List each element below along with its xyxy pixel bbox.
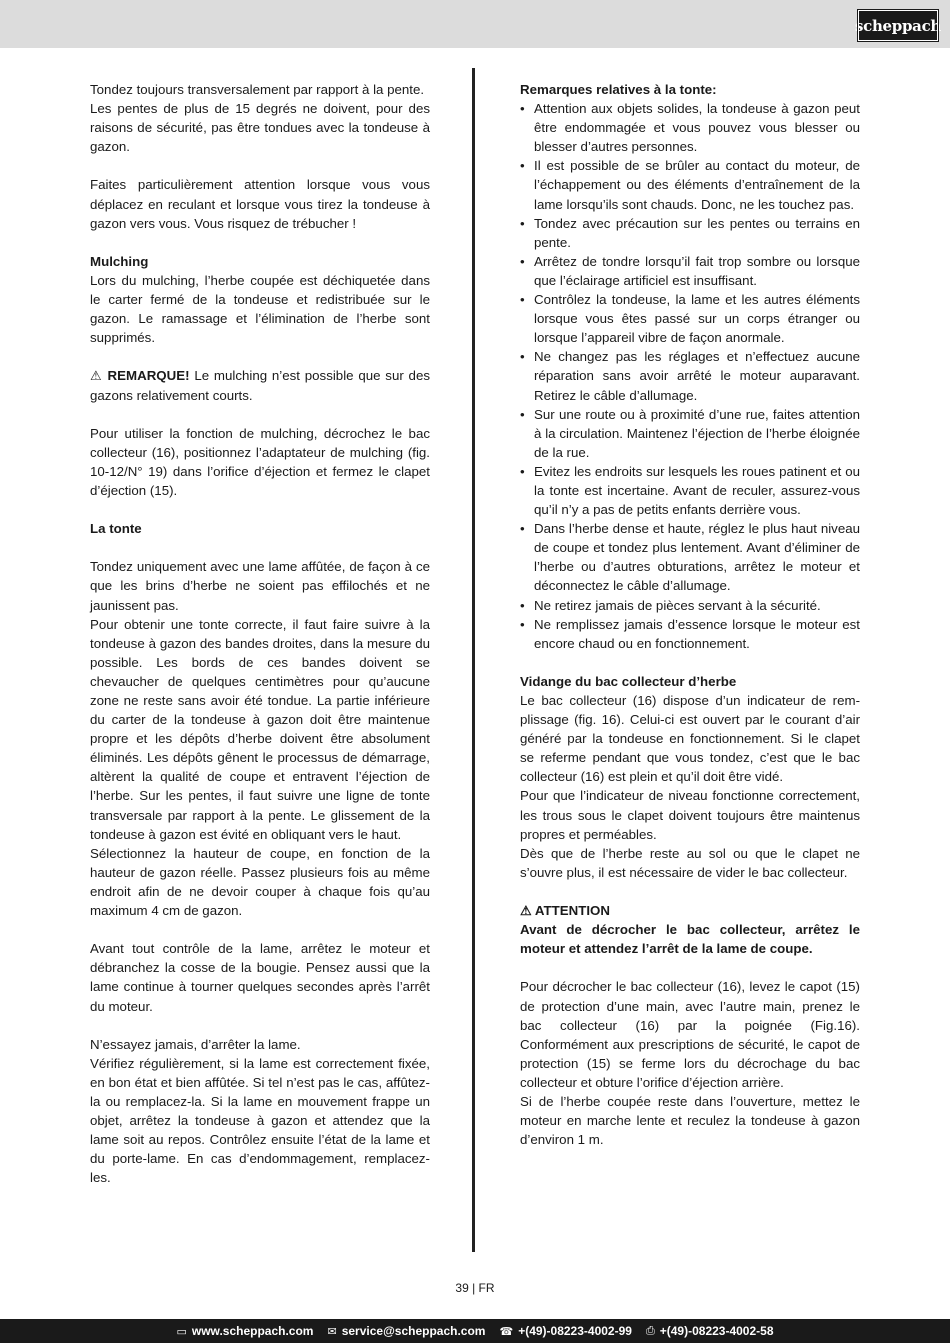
paragraph: Pour décrocher le bac collecteur (16), levez le capot (15) de protection d’une main, avec l’autre main, prenez le bac collecteur (16) par la poignée (Fig.16). Conformément aux prescriptions de sécurité, le capot de protection (15) se ferme lors du décrochage du bac collecteur et obture l’orifice d’éjection arrière. [520, 979, 860, 1090]
list-item: • Ne changez pas les réglages et n’effectuez aucune réparation sans avoir arrêté le moteur auparavant. Retirez le câble d’allumage. [520, 347, 860, 404]
email-link[interactable]: service@scheppach.com [341, 1324, 486, 1338]
section-heading-tonte: La tonte [90, 521, 142, 537]
footer-fax [646, 1324, 774, 1338]
paragraph: Sélectionnez la hauteur de coupe, en fonction de la hauteur de gazon réelle. Passez plusieurs fois au même endroit afin de ne devoir couper à chaque fois qu’au maximum 4 cm de gazon. [90, 845, 430, 919]
paragraph: Avant tout contrôle de la lame, arrêtez le moteur et débranchez la cosse de la bougie. Pensez aussi que la lame continue à tourner quelques secondes après l’arrêt du moteur. [90, 941, 430, 1014]
header-bar [0, 0, 950, 48]
warning-triangle-icon: ⚠ [90, 368, 103, 384]
list-item: • Ne retirez jamais de pièces servant à la sécurité. [520, 596, 860, 615]
paragraph: Dès que de l’herbe reste au sol ou que le clapet ne s’ouvre plus, il est nécessaire de vider le bac collecteur. [520, 845, 860, 880]
paragraph: Pour obtenir une tonte correcte, il faut faire suivre à la tondeuse à gazon des bandes droites, dans la mesure du possible. Les bords de ces bandes doivent se chevaucher de quelques centimètres pour qu’aucune zone ne reste sans avoir été tondue. La partie inférieure du carter de la tondeuse à gazon doit être maintenue propre et les dépôts d’herbe doivent être absolument éliminés. Les dépôts gênent le processus de démarrage, altèrent la qualité de coupe et entravent l’éjection de l’herbe. Sur les pentes, il faut suivre une ligne de tonte transversale par rapport à la pente. Le glissement de la tondeuse à gazon est évité en obliquant vers le haut. [90, 616, 430, 842]
right-column [520, 80, 860, 1149]
paragraph: Vérifiez régulièrement, si la lame est correctement fixée, en bon état et bien affûtée. Si tel n’est pas le cas, affûtez-la ou remplacez-la. Si la lame en mouvement frappe un objet, arrêtez la tondeuse à gazon et attendez que la lame soit au repos. Contrôlez ensuite l’état de la lame et du porte-lame. En cas d’endommagement, remplacez-les. [90, 1055, 430, 1186]
paragraph: Les pentes de plus de 15 degrés ne doivent, pour des raisons de sécurité, pas être tondues avec la tondeuse à gazon. [90, 101, 430, 155]
section-heading-vidange: Vidange du bac collecteur d’herbe [520, 673, 737, 689]
list-item: • Evitez les endroits sur lesquels les roues patinent et ou la tonte est incertaine. Avant de reculer, assurez-vous qu’il n’y a pas de petits enfants derrière vous. [520, 462, 860, 519]
phone-icon: ☎ [499, 1325, 514, 1338]
paragraph: Tondez toujours transversalement par rapport à la pente. [90, 82, 425, 97]
page-number: 39 | FR [455, 1281, 495, 1295]
paragraph: Lors du mulching, l’herbe coupée est déchiquetée dans le carter fermé de la tondeuse et redistribuée sur le gazon. Le ramassage et l’élimination de l’herbe sont supprimés. [90, 272, 430, 346]
mail-icon: ✉ [327, 1325, 337, 1338]
footer-website[interactable] [176, 1324, 313, 1338]
note-text: Le mulching n’est possible que sur des gazons relativement courts. [90, 368, 430, 403]
paragraph: Pour que l’indicateur de niveau fonctionne correctement, les trous sous le clapet doivent toujours être maintenus propres et perméables. [520, 788, 860, 842]
footer-phone [499, 1324, 631, 1338]
computer-icon: ▭ [176, 1325, 187, 1338]
paragraph: Si de l’herbe coupée reste dans l’ouverture, mettez le moteur en marche lente et reculez la tondeuse à gazon d’environ 1 m. [520, 1093, 860, 1148]
paragraph: Tondez uniquement avec une lame affûtée, de façon à ce que les brins d’herbe ne soient pas effilochés et ne jaunissent pas. [90, 559, 430, 613]
column-divider [472, 68, 475, 1252]
list-item: • Tondez avec précaution sur les pentes ou terrains en pente. [520, 214, 860, 252]
attention-text: Avant de décrocher le bac collecteur, arrêtez le moteur et attendez l’arrêt de la lame de coupe. [520, 922, 860, 957]
phone-number: +(49)-08223-4002-99 [518, 1324, 632, 1338]
list-item: • Contrôlez la tondeuse, la lame et les autres éléments lorsque vous êtes passé sur un corps étranger ou lorsque l’appareil vibre de façon anormale. [520, 290, 860, 347]
list-item: • Arrêtez de tondre lorsqu’il fait trop sombre ou lorsque que l’éclairage artificiel est insuffisant. [520, 252, 860, 290]
website-link[interactable]: www.scheppach.com [191, 1324, 314, 1338]
list-item: • Il est possible de se brûler au contact du moteur, de l’échappement ou des éléments d’entraînement de la lame lorsqu’ils sont chauds. Donc, ne les touchez pas. [520, 156, 860, 213]
attention-heading [520, 901, 860, 920]
list-item: • Ne remplissez jamais d’essence lorsque le moteur est encore chaud ou en fonctionnement. [520, 615, 860, 653]
section-heading-remarques: Remarques relatives à la tonte: [520, 82, 717, 97]
list-item: • Sur une route ou à proximité d’une rue, faites attention à la circulation. Maintenez l’éjection de l’herbe éloignée de la rue. [520, 405, 860, 462]
remarks-list [520, 99, 860, 653]
note-paragraph [90, 366, 430, 404]
note-label: REMARQUE! [107, 368, 190, 384]
scheppach-logo: scheppach [858, 10, 938, 41]
footer-email[interactable] [327, 1324, 485, 1338]
paragraph: Faites particulièrement attention lorsque vous vous déplacez en reculant et lorsque vous tirez la tondeuse à gazon vers vous. Vous risquez de trébucher ! [90, 177, 430, 231]
left-column [90, 80, 430, 1187]
list-item: • Dans l’herbe dense et haute, réglez le plus haut niveau de coupe et tondez plus lentement. Avant d’éliminer de l’herbe ou d’autres obturations, arrêtez le moteur et déconnectez le câble d’allumage. [520, 519, 860, 595]
list-item: • Attention aux objets solides, la tondeuse à gazon peut être endommagée et vous pouvez vous blesser ou blesser d’autres personnes. [520, 99, 860, 156]
warning-triangle-icon: ⚠ [520, 903, 532, 919]
paragraph: Pour utiliser la fonction de mulching, décrochez le bac collecteur (16), positionnez l’adaptateur de mulching (fig. 10-12/N° 19) dans l’orifice d’éjection et fermez le clapet d’éjection (15). [90, 425, 430, 498]
fax-icon: ⎙ [645, 1324, 655, 1337]
paragraph: Le bac collecteur (16) dispose d’un indicateur de remplissage (fig. 16). Celui-ci est ouvert par le courant d’air généré par la tondeuse en fonctionnement. Si le clapet se referme pendant que vous tondez, c’est que le bac collecteur (16) est plein et qu’il doit être vidé. [520, 693, 860, 785]
section-heading-mulching: Mulching [90, 253, 149, 269]
paragraph: N’essayez jamais, d’arrêter la lame. [90, 1036, 301, 1052]
footer-bar [0, 1319, 950, 1343]
attention-label: ATTENTION [534, 903, 610, 919]
fax-number: +(49)-08223-4002-58 [659, 1324, 774, 1338]
